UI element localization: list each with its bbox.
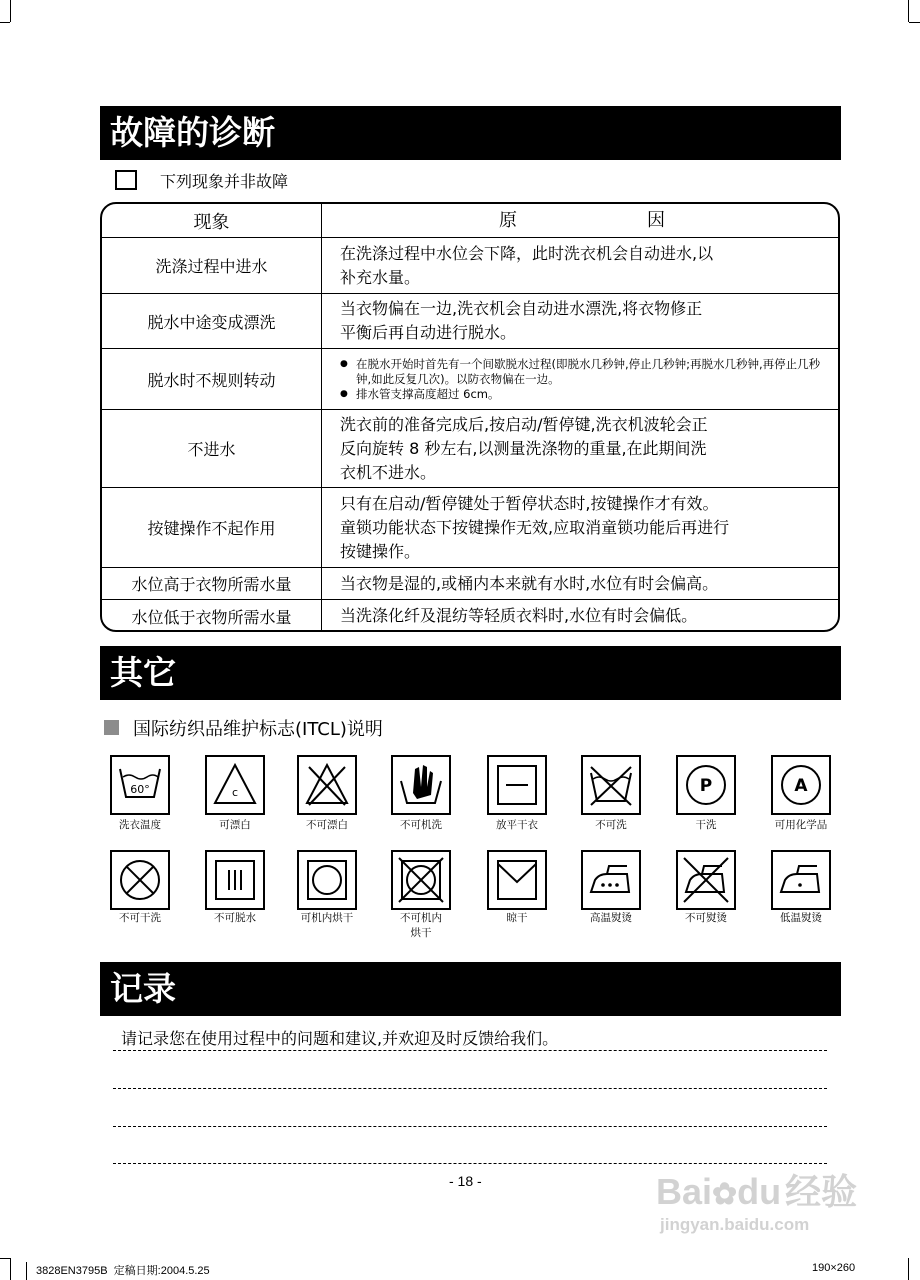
table-row — [102, 567, 838, 599]
dry-clean-p-icon — [676, 755, 736, 815]
row-cause — [322, 488, 838, 567]
symbol-label: 可机内烘干 — [300, 912, 354, 924]
cause-bullet: ● 在脱水开始时首先有一个间歇脱水过程(即脱水几秒钟,停止几秒钟;再脱水几秒钟,再停止几秒钟,如此反复几次)。以防衣物偏在一边。 — [340, 357, 824, 387]
care-subtitle: 国际纺织品维护标志(ITCL)说明 — [133, 719, 383, 740]
page-number: - 18 - — [449, 1173, 482, 1189]
bleach-allowed-icon — [205, 755, 265, 815]
cause-bullet: ● 排水管支撑高度超过 6cm。 — [340, 387, 824, 402]
crop-mark-bottom-left — [10, 1258, 11, 1280]
table-row — [102, 237, 838, 293]
cause-line: 平衡后再自动进行脱水。 — [340, 323, 517, 342]
symbol-label: 可用化学品 — [774, 819, 828, 831]
watermark-brand2: du — [737, 1171, 782, 1212]
symbol-label: 不可漂白 — [306, 819, 348, 831]
row-symptom: 脱水中途变成漂洗 — [102, 294, 322, 348]
fault-table — [100, 202, 840, 632]
crop-mark-top-left — [10, 0, 11, 22]
table-row — [102, 487, 838, 567]
record-prompt: 请记录您在使用过程中的问题和建议,并欢迎及时反馈给我们。 — [121, 1029, 559, 1048]
header-cause-2: 因 — [647, 209, 665, 231]
header-symptom: 现象 — [102, 204, 322, 237]
cause-line: 当衣物偏在一边,洗衣机会自动进水漂洗,将衣物修正 — [340, 299, 703, 318]
no-tumble-dry-icon — [391, 850, 451, 910]
row-symptom: 水位低于衣物所需水量 — [102, 600, 322, 632]
table-row — [102, 409, 838, 487]
iron-high-icon — [581, 850, 641, 910]
dry-clean-a-value: A — [794, 776, 808, 796]
baidu-watermark-logo — [656, 1172, 857, 1215]
row-cause — [322, 349, 838, 409]
symbol-label: 可漂白 — [219, 819, 251, 831]
cause-line: 反向旋转 8 秒左右,以测量洗涤物的重量,在此期间洗 — [340, 438, 707, 458]
tumble-dry-icon — [297, 850, 357, 910]
cause-line: 洗衣前的准备完成后,按启动/暂停键,洗衣机波轮会正 — [340, 414, 708, 434]
row-symptom: 水位高于衣物所需水量 — [102, 568, 322, 599]
do-not-iron-icon — [676, 850, 736, 910]
do-not-tumble-dry-icon — [110, 850, 170, 910]
symbol-label: 高温熨烫 — [590, 912, 632, 924]
record-line[interactable] — [113, 1088, 827, 1089]
paw-icon: ✿ — [712, 1178, 738, 1211]
symbol-label: 洗衣温度 — [119, 819, 161, 831]
section-title-diagnosis: 故障的诊断 — [100, 106, 841, 160]
section-title-record: 记录 — [100, 962, 841, 1016]
row-symptom: 洗涤过程中进水 — [102, 238, 322, 293]
gray-square-icon — [104, 720, 119, 735]
symbol-label: 不可脱水 — [214, 912, 256, 924]
crop-mark-top-right-h — [909, 22, 920, 23]
dry-clean-p-value: P — [699, 776, 713, 796]
iron-low-icon — [771, 850, 831, 910]
symbol-label: 不可熨烫 — [685, 912, 727, 924]
checkbox-square-icon — [115, 170, 137, 190]
cause-bullet-list — [340, 357, 824, 402]
symbol-label: 不可机洗 — [400, 819, 442, 831]
header-cause — [322, 204, 838, 237]
crop-mark-bottom-mid — [26, 1262, 27, 1280]
header-cause-1: 原 — [499, 209, 517, 231]
symbol-label-line: 烘干 — [410, 927, 432, 939]
cause-line: 补充水量。 — [340, 267, 421, 287]
diagnosis-subtitle: 下列现象并非故障 — [160, 172, 289, 191]
table-row — [102, 599, 838, 632]
line-dry-icon — [487, 850, 547, 910]
row-symptom: 不进水 — [102, 410, 322, 487]
watermark-brand: Bai — [656, 1171, 713, 1212]
crop-mark-bottom-right — [908, 1258, 909, 1280]
row-symptom: 脱水时不规则转动 — [102, 349, 322, 409]
cause-line: 童锁功能状态下按键操作无效,应取消童锁功能后再进行 — [340, 517, 730, 537]
symbol-label: 低温熨烫 — [780, 912, 822, 924]
crop-mark-bottom-left-h — [0, 1258, 10, 1259]
watermark-service: 经验 — [785, 1171, 858, 1212]
row-cause — [322, 238, 838, 293]
symbol-label: 不可洗 — [595, 819, 627, 831]
wash-temp-value: 60° — [130, 783, 150, 796]
symbol-label-line: 不可机内 — [400, 912, 442, 924]
symbol-label: 不可干洗 — [119, 912, 161, 924]
dry-clean-a-icon — [771, 755, 831, 815]
crop-mark-top-right — [908, 0, 909, 22]
record-line[interactable] — [113, 1050, 827, 1051]
symbol-label — [376, 911, 466, 941]
cause-line: 只有在启动/暂停键处于暂停状态时,按键操作才有效。 — [340, 493, 719, 513]
row-cause — [322, 410, 838, 487]
no-machine-wash-icon — [391, 755, 451, 815]
row-cause — [322, 568, 838, 599]
symbol-label: 放平干衣 — [496, 819, 538, 831]
section-title-other: 其它 — [100, 646, 841, 700]
cause-line: 按键操作。 — [340, 541, 421, 561]
doc-code: 3828EN3795B 定稿日期:2004.5.25 — [36, 1265, 210, 1277]
cause-line: 衣机不进水。 — [340, 462, 437, 482]
table-header — [102, 204, 838, 237]
do-not-spin-icon — [205, 850, 265, 910]
cause-line: 在洗涤过程中水位会下降，此时洗衣机会自动进水,以 — [340, 243, 714, 263]
do-not-wash-icon — [581, 755, 641, 815]
row-cause — [322, 600, 838, 632]
record-line[interactable] — [113, 1163, 827, 1164]
crop-mark-top-left-h — [0, 22, 10, 23]
wash-temperature-icon — [110, 755, 170, 815]
cause-line: 当洗涤化纤及混纺等轻质衣料时,水位有时会偏低。 — [340, 606, 698, 625]
cause-line: 当衣物是湿的,或桶内本来就有水时,水位有时会偏高。 — [340, 573, 719, 593]
record-line[interactable] — [113, 1126, 827, 1127]
symbol-label: 晾干 — [506, 912, 528, 924]
row-symptom: 按键操作不起作用 — [102, 488, 322, 567]
row-cause — [322, 294, 838, 348]
no-bleach-icon — [297, 755, 357, 815]
table-row — [102, 293, 838, 348]
table-row — [102, 348, 838, 409]
page-size: 190×260 — [812, 1262, 856, 1274]
symbol-label: 干洗 — [695, 819, 717, 831]
bleach-value: c — [231, 786, 239, 799]
watermark-url: jingyan.baidu.com — [660, 1215, 810, 1234]
dry-flat-icon — [487, 755, 547, 815]
